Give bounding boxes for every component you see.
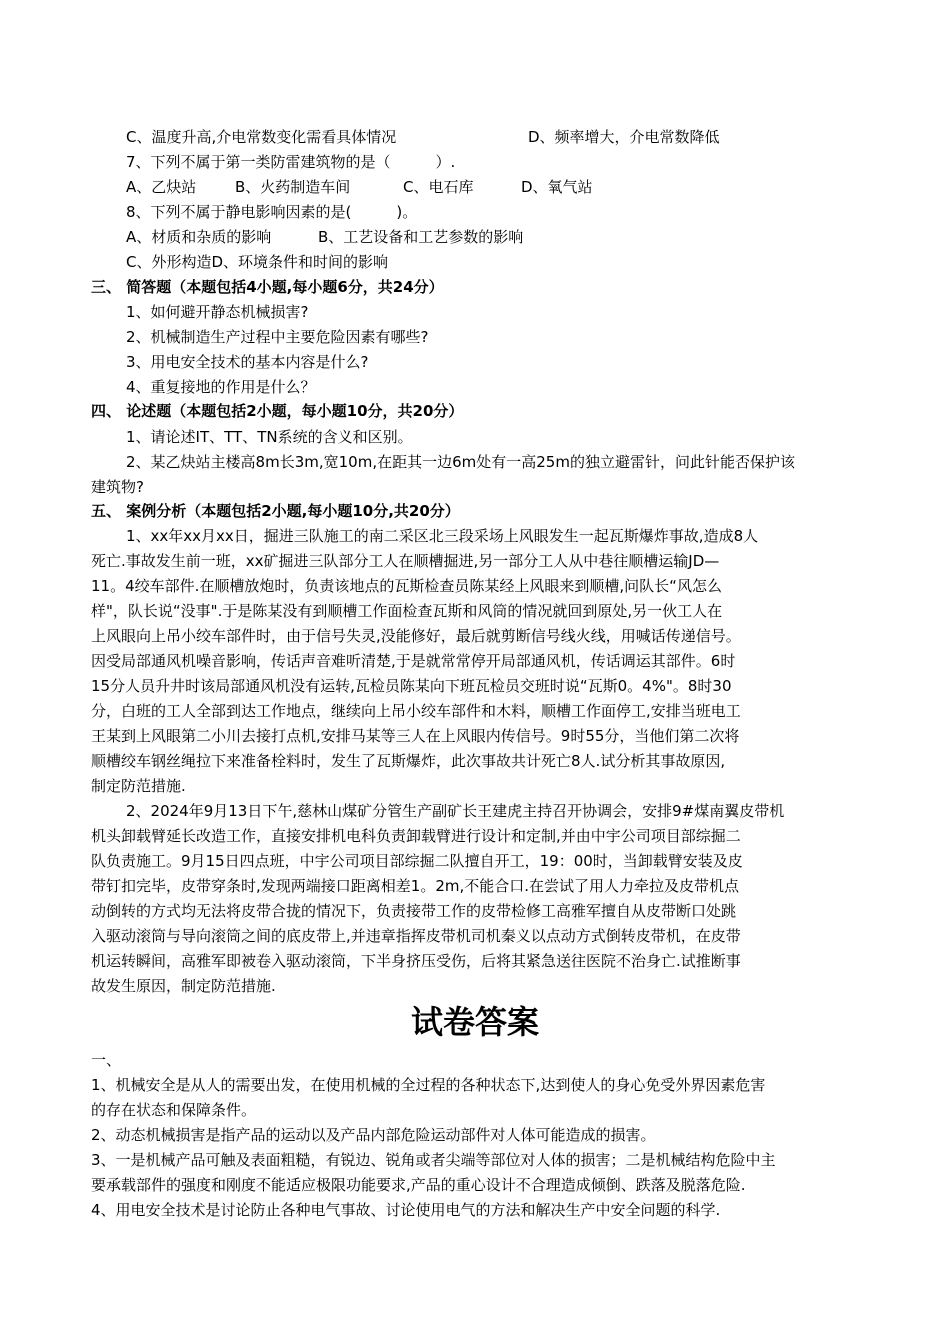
case2-line: 入驱动滚筒与导向滚筒之间的底皮带上,并违章指挥皮带机司机秦义以点动方式倒转皮带机，在皮带 <box>91 927 741 945</box>
case1-line: 因受局部通风机噪音影响，传话声音难听清楚,于是就常常停开局部通风机，传话调运其部件。6时 <box>91 652 736 670</box>
case2-line: 2、2024年9月13日下午,慈林山煤矿分管生产副矿长王建虎主持召开协调会，安排9#煤南翼皮带机 <box>126 802 785 820</box>
case2-line: 机头卸载臂延长改造工作，直接安排机电科负责卸载臂进行设计和定制,并由中宇公司项目部综掘二 <box>91 827 741 845</box>
q7-option-a: A、乙炔站 <box>126 178 197 196</box>
q7-stem: 7、下列不属于第一类防雷建筑物的是（ ）. <box>126 153 456 171</box>
case2-line: 故发生原因，制定防范措施. <box>91 977 276 995</box>
answer3-line1: 3、一是机械产品可触及表面粗糙，有锐边、锐角或者尖端等部位对人体的损害；二是机械结构危险中主 <box>91 1151 776 1169</box>
section3-q1: 1、如何避开静态机械损害? <box>126 303 309 321</box>
section4-q2-line1: 2、某乙炔站主楼高8m长3m,宽10m,在距其一边6m处有一高25m的独立避雷针，问此针能否保护该 <box>126 453 795 471</box>
case2-line: 带钉扣完毕，皮带穿条时,发现两端接口距离相差1。2m,不能合口.在尝试了用人力牵拉及皮带机点 <box>91 877 740 895</box>
case1-line: 制定防范措施. <box>91 777 186 795</box>
q6-option-c: C、温度升高,介电常数变化需看具体情况 <box>126 128 397 146</box>
case1-line: 15分人员升井时该局部通风机没有运转,瓦检员陈某向下班瓦检员交班时说“瓦斯0。4%"。8时30 <box>91 677 732 695</box>
q8-option-cd: C、外形构造D、环境条件和时间的影响 <box>126 253 389 271</box>
case1-line: 1、xx年xx月xx日，掘进三队施工的南二采区北三段采场上风眼发生一起瓦斯爆炸事故,造成8人 <box>126 527 759 545</box>
case1-line: 分，白班的工人全部到达工作地点，继续向上吊小绞车部件和木料，顺槽工作面停工,安排当班电工 <box>91 702 741 720</box>
answer1-line1: 1、机械安全是从人的需要出发，在使用机械的全过程的各种状态下,达到使人的身心免受外界因素危害 <box>91 1076 766 1094</box>
case2-line: 机运转瞬间，高雅军即被卷入驱动滚筒，下半身挤压受伤，后将其紧急送往医院不治身亡.试推断事 <box>91 952 741 970</box>
section3-q3: 3、用电安全技术的基本内容是什么? <box>126 353 369 371</box>
case1-line: 11。4绞车部件.在顺槽放炮时，负责该地点的瓦斯检查员陈某经上风眼来到顺槽,问队长“风怎么 <box>91 577 722 595</box>
case1-line: 王某到上风眼第二小川去接打点机,安排马某等三人在上风眼内传信号。9时55分，当他们第二次将 <box>91 727 740 745</box>
section4-q2-line2: 建筑物? <box>91 478 144 496</box>
answer2: 2、动态机械损害是指产品的运动以及产品内部危险运动部件对人体可能造成的损害。 <box>91 1126 656 1144</box>
q8-stem: 8、下列不属于静电影响因素的是( )。 <box>126 203 418 221</box>
case1-line: 顺槽绞车钢丝绳拉下来准备栓料时，发生了瓦斯爆炸，此次事故共计死亡8人.试分析其事故原因, <box>91 752 726 770</box>
case1-line: 死亡.事故发生前一班，xx矿掘进三队部分工人在顺槽掘进,另一部分工人从中巷往顺槽运输JD— <box>91 552 720 570</box>
q8-option-b: B、工艺设备和工艺参数的影响 <box>318 228 524 246</box>
section3-q2: 2、机械制造生产过程中主要危险因素有哪些? <box>126 328 429 346</box>
q7-option-b: B、火药制造车间 <box>235 178 351 196</box>
q6-option-d: D、频率增大，介电常数降低 <box>528 128 720 146</box>
answer3-line2: 要承载部件的强度和刚度不能适应极限功能要求,产品的重心设计不合理造成倾倒、跌落及脱落危险. <box>91 1176 746 1194</box>
section4-q1: 1、请论述IT、TT、TN系统的含义和区别。 <box>126 428 413 446</box>
q8-option-a: A、材质和杂质的影响 <box>126 228 272 246</box>
case1-line: 上风眼向上吊小绞车部件时，由于信号失灵,没能修好，最后就剪断信号线火线，用喊话传递信号。 <box>91 627 741 645</box>
section4-header: 四、 论述题（本题包括2小题，每小题10分，共20分） <box>91 402 464 420</box>
answer4: 4、用电安全技术是讨论防止各种电气事故、讨论使用电气的方法和解决生产中安全问题的科学. <box>91 1201 721 1219</box>
answers-title: 试卷答案 <box>410 1003 539 1041</box>
answers-part1-label: 一、 <box>91 1051 122 1069</box>
q7-option-d: D、氧气站 <box>521 178 593 196</box>
section3-q4: 4、重复接地的作用是什么？ <box>126 378 316 396</box>
case2-line: 队负责施工。9月15日四点班，中宇公司项目部综掘二队擅自开工，19：00时，当卸载臂安装及皮 <box>91 852 743 870</box>
answer1-line2: 的存在状态和保障条件。 <box>91 1101 257 1119</box>
section3-header: 三、 简答题（本题包括4小题,每小题6分，共24分） <box>91 278 444 296</box>
case2-line: 动倒转的方式均无法将皮带合拢的情况下，负责接带工作的皮带检修工高雅军擅自从皮带断口处跳 <box>91 902 737 920</box>
q7-option-c: C、电石库 <box>403 178 474 196</box>
section5-header: 五、 案例分析（本题包括2小题,每小题10分,共20分） <box>91 502 460 520</box>
case1-line: 样"，队长说“没事".于是陈某没有到顺槽工作面检查瓦斯和风筒的情况就回到原处,另一伙工人在 <box>91 602 723 620</box>
